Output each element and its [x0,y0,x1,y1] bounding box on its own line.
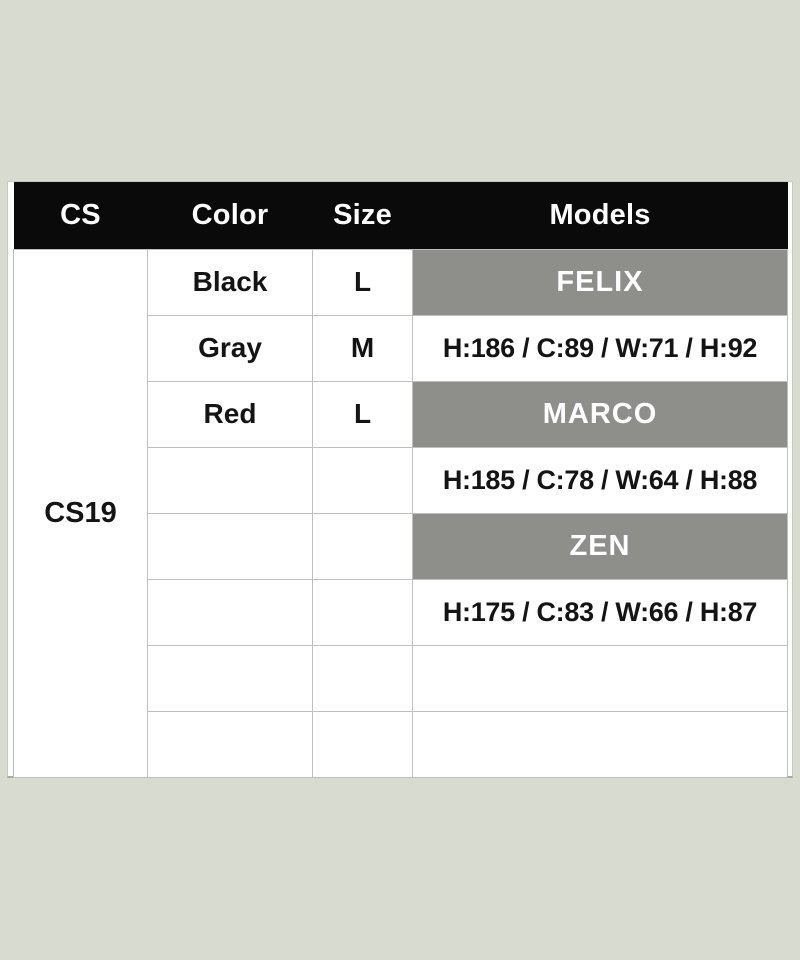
header-cell-models: Models [413,182,788,249]
size-cell [313,711,413,777]
size-cell: L [313,381,413,447]
header-cell-cs: CS [14,182,148,249]
color-cell [148,711,313,777]
model-name-cell: FELIX [413,249,788,315]
cs-code-cell: CS19 [14,249,148,777]
color-cell [148,513,313,579]
model-measurements-cell: H:186 / C:89 / W:71 / H:92 [413,315,788,381]
size-spec-table [13,182,788,778]
table-header-row [14,182,788,249]
color-cell: Red [148,381,313,447]
size-cell [313,447,413,513]
model-measurements-cell: H:185 / C:78 / W:64 / H:88 [413,447,788,513]
header-cell-color: Color [148,182,313,249]
model-name-cell: MARCO [413,381,788,447]
size-cell [313,579,413,645]
model-measurements-cell [413,645,788,711]
color-cell [148,645,313,711]
header-cell-size: Size [313,182,413,249]
table-row [14,249,788,315]
color-cell [148,447,313,513]
size-cell: L [313,249,413,315]
size-cell: M [313,315,413,381]
color-cell: Black [148,249,313,315]
size-chart-sheet [7,181,793,778]
size-cell [313,645,413,711]
size-cell [313,513,413,579]
model-measurements-cell [413,711,788,777]
color-cell [148,579,313,645]
color-cell: Gray [148,315,313,381]
model-name-cell: ZEN [413,513,788,579]
model-measurements-cell: H:175 / C:83 / W:66 / H:87 [413,579,788,645]
